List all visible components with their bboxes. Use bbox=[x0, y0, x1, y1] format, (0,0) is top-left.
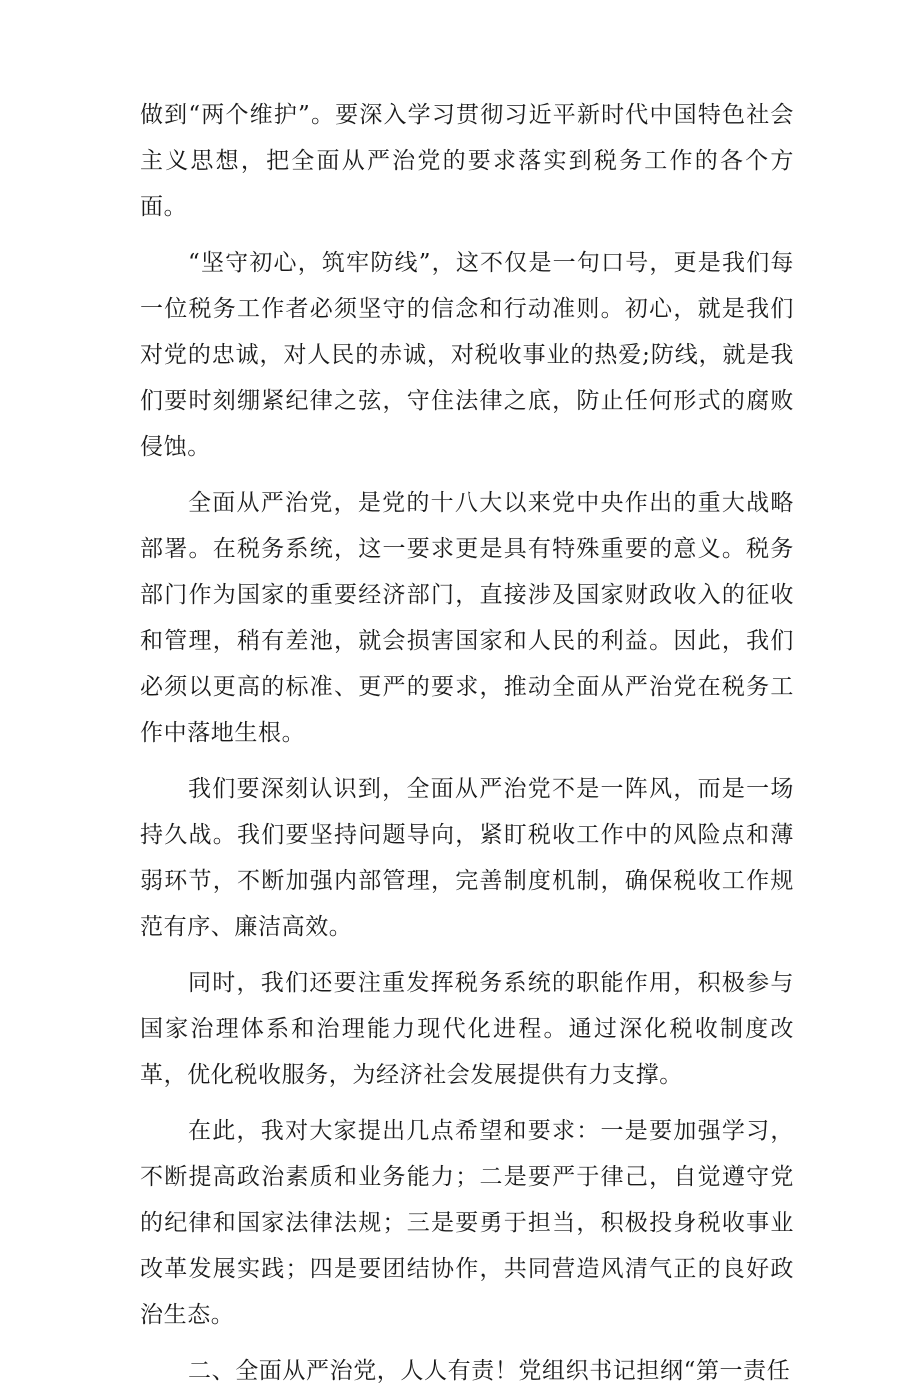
document-body bbox=[140, 92, 794, 1394]
paragraph-long-term-battle: 我们要深刻认识到，全面从严治党不是一阵风，而是一场持久战。我们要坚持问题导向，紧盯税收工作中的风险点和薄弱环节，不断加强内部管理，完善制度机制，确保税收工作规范有序、廉洁高效。 bbox=[140, 776, 794, 940]
paragraph-tax-functions: 同时，我们还要注重发挥税务系统的职能作用，积极参与国家治理体系和治理能力现代化进程。通过深化税收制度改革，优化税收服务，为经济社会发展提供有力支撑。 bbox=[140, 970, 794, 1088]
paragraph-expectations: 在此，我对大家提出几点希望和要求：一是要加强学习，不断提高政治素质和业务能力；二是要严于律己，自觉遵守党的纪律和国家法律法规；三是要勇于担当，积极投身税收事业改革发展实践；四是要团结协作，共同营造风清气正的良好政治生态。 bbox=[140, 1118, 794, 1328]
paragraph-initial-mission: “坚守初心，筑牢防线”，这不仅是一句口号，更是我们每一位税务工作者必须坚守的信念和行动准则。初心，就是我们对党的忠诚，对人民的赤诚，对税收事业的热爱;防线，就是我们要时刻绷紧纪律之弦，守住法律之底，防止任何形式的腐败侵蚀。 bbox=[140, 250, 794, 460]
paragraph-section-two-heading: 二、全面从严治党，人人有责！党组织书记担纲“第一责任 bbox=[188, 1358, 791, 1384]
paragraph-continuation: 做到“两个维护”。要深入学习贯彻习近平新时代中国特色社会主义思想，把全面从严治党的要求落实到税务工作的各个方面。 bbox=[140, 102, 794, 220]
paragraph-strict-governance: 全面从严治党，是党的十八大以来党中央作出的重大战略部署。在税务系统，这一要求更是具有特殊重要的意义。税务部门作为国家的重要经济部门，直接涉及国家财政收入的征收和管理，稍有差池，就会损害国家和人民的利益。因此，我们必须以更高的标准、更严的要求，推动全面从严治党在税务工作中落地生根。 bbox=[140, 490, 794, 746]
